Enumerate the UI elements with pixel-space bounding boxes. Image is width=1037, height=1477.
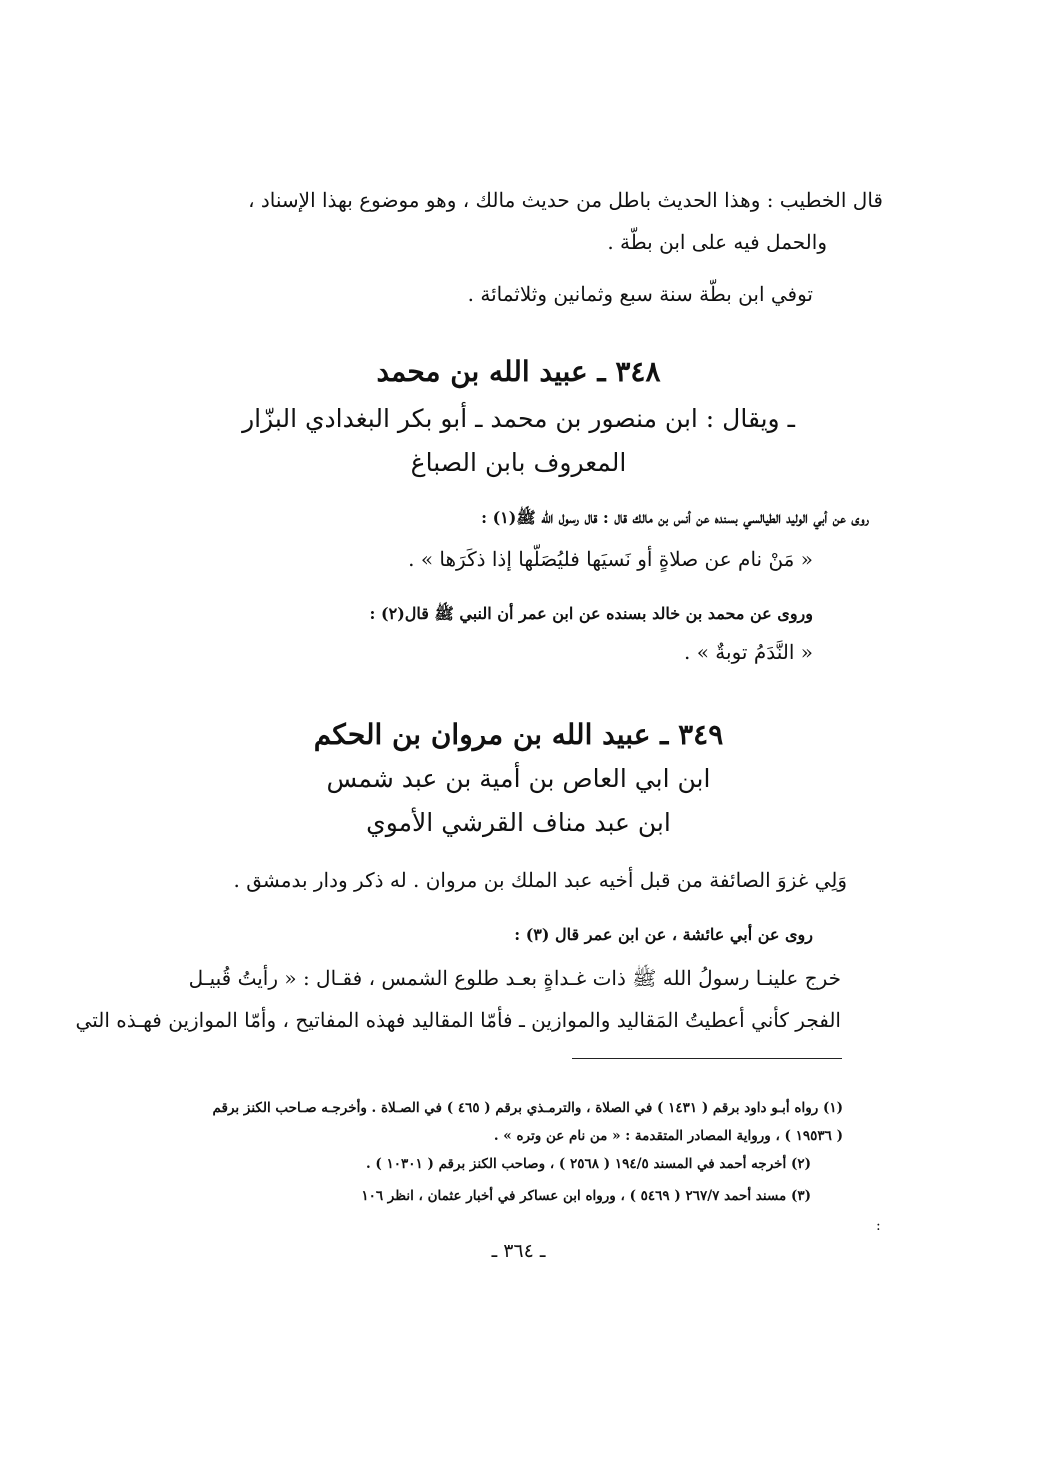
footnote-2: (٢) أخرجه أحمد في المسند ١٩٤/٥ ( ٢٥٦٨ ) ، وصاحب الكنز برقم ( ١٠٣٠١ ) . bbox=[366, 1156, 811, 1172]
entry-348-quote-2: « النَّدَمُ توبةٌ » . bbox=[683, 640, 813, 664]
entry-349-text-1: خرج علينـا رسولُ الله ﷺ ذات غـداةٍ بعـد طلوع الشمس ، فقـال : « رأيتُ قُبيـل bbox=[188, 966, 841, 990]
entry-349-title: ٣٤٩ ـ عبيد الله بن مروان بن الحكم bbox=[313, 718, 724, 751]
entry-348-subtitle-2: المعروف بابن الصباغ bbox=[410, 448, 627, 477]
entry-348-narration-2: وروى عن محمد بن خالد بسنده عن ابن عمر أن النبي ﷺ قال(٢) : bbox=[369, 604, 813, 623]
footnote-1-line-2: ( ١٩٥٣٦ ) ، ورواية المصادر المتقدمة : « من نام عن وتره » . bbox=[493, 1128, 843, 1144]
entry-348-subtitle-1: ـ ويقال : ابن منصور بن محمد ـ أبو بكر البغدادي البزّار bbox=[242, 404, 795, 433]
entry-349-subtitle-2: ابن عبد مناف القرشي الأموي bbox=[366, 808, 671, 837]
page-number: ـ ٣٦٤ ـ bbox=[491, 1240, 546, 1262]
entry-349-subtitle-1: ابن ابي العاص بن أمية بن عبد شمس bbox=[326, 764, 711, 793]
footnote-3: (٣) مسند أحمد ٢٦٧/٧ ( ٥٤٦٩ ) ، ورواه ابن عساكر في أخبار عثمان ، انظر ١٠٦ bbox=[361, 1188, 811, 1204]
intro-line-3: توفي ابن بطّة سنة سبع وثمانين وثلاثمائة . bbox=[467, 282, 813, 306]
entry-349-narration: روى عن أبي عائشة ، عن ابن عمر قال (٣) : bbox=[514, 925, 813, 944]
footnote-separator bbox=[572, 1058, 842, 1059]
entry-348-narration-1: روى عن أبي الوليد الطيالسي بسنده عن أنس بن مالك قال : قال رسول الله ﷺ(١) : bbox=[481, 508, 869, 527]
entry-348-quote-1: « مَنْ نام عن صلاةٍ أو نَسيَها فليُصَلّها إذا ذكَرَها » . bbox=[408, 547, 813, 571]
intro-line-1: قال الخطيب : وهذا الحديث باطل من حديث مالك ، وهو موضوع بهذا الإسناد ، bbox=[248, 188, 883, 212]
entry-349-text-2: الفجر كأني أعطيتُ المَقاليد والموازين ـ فأمّا المقاليد فهذه المفاتيح ، وأمّا الموازين فهـذه التي bbox=[75, 1008, 841, 1032]
entry-349-bio: وَلِي غزوَ الصائفة من قبل أخيه عبد الملك بن مروان . له ذكر ودار بدمشق . bbox=[233, 868, 847, 892]
intro-line-2: والحمل فيه على ابن بطّة . bbox=[607, 230, 827, 254]
entry-348-title: ٣٤٨ ـ عبيد الله بن محمد bbox=[376, 355, 661, 388]
stray-mark: : bbox=[876, 1218, 881, 1234]
footnote-1-line-1: (١) رواه أبـو داود برقم ( ١٤٣١ ) في الصلاة ، والترمـذي برقم ( ٤٦٥ ) في الصـلاة . وأخرجـه صـاحب الكنز برقم bbox=[212, 1100, 843, 1116]
